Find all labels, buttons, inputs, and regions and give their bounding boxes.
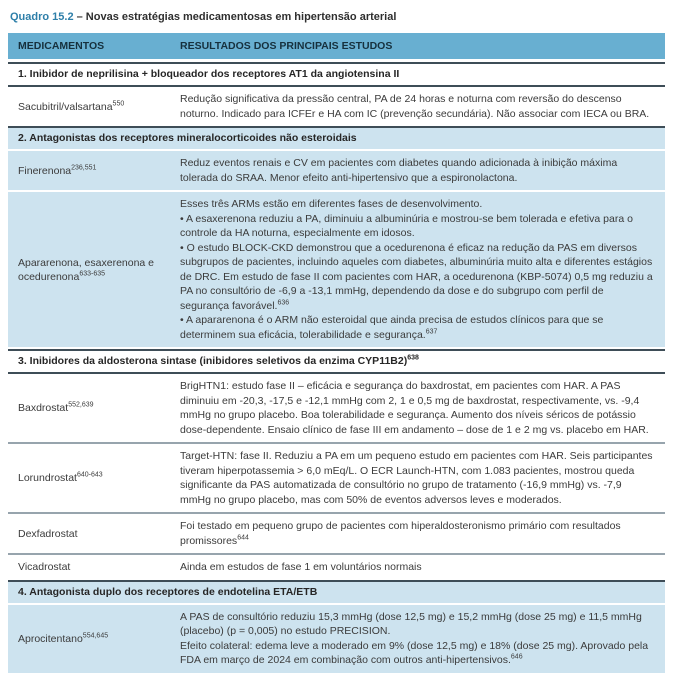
drug-name-cell — [8, 444, 180, 512]
drug-name — [18, 471, 103, 485]
section-heading-text: 1. Inibidor de neprilisina + bloqueador dos receptores AT1 da angiotensina II — [18, 68, 400, 80]
reference-superscript: 636 — [277, 299, 290, 306]
results-cell — [180, 87, 665, 126]
result-text: BrigHTN1: estudo fase II – eficácia e segurança do baxdrostat, em pacientes com HAR. A PAS diminuiu em -20,3, -17,5 e -12,1 mmHg com 2, 1 e 0,5 mg de baxdrostat, respectivamente, vs. -9,4 mmHg no grupo placebo. Boa tolerabilidade e segurança. Aumento dos níveis séricos de potássio dose-dependente. Ensaio clínico de fase III em andamento – dose de 1 e 2 mg vs. placebo em HAR. — [180, 380, 649, 436]
results-cell — [180, 151, 665, 190]
reference-superscript: 637 — [425, 328, 438, 335]
reference-superscript: 644 — [237, 534, 249, 541]
result-paragraph — [180, 519, 653, 548]
reference-superscript: 646 — [510, 653, 523, 661]
results-cell — [180, 444, 665, 512]
drug-name-text: Aprocitentano — [18, 632, 83, 645]
table-row-dexfadrostat — [8, 512, 665, 553]
drug-name-text: Lorundrostat — [18, 472, 77, 484]
reference-superscript: 638 — [407, 354, 419, 362]
result-paragraph — [180, 639, 653, 668]
table-caption — [8, 8, 665, 33]
table-row-sacubitril — [8, 87, 665, 126]
drug-name-cell — [8, 555, 180, 580]
drug-name-cell — [8, 514, 180, 553]
result-paragraph — [180, 241, 653, 314]
drug-name — [18, 164, 96, 178]
result-text: Foi testado em pequeno grupo de pacientes com hiperaldosteronismo primário com resultados promissores — [180, 520, 621, 547]
results-cell — [180, 605, 665, 673]
reference-superscript: 640-643 — [76, 471, 103, 479]
drug-name-text: Dexfadrostat — [18, 527, 78, 540]
table-row-apararenona — [8, 192, 665, 347]
drug-name — [18, 401, 94, 415]
drug-name — [18, 632, 108, 646]
result-paragraph — [180, 92, 653, 121]
reference-superscript: 550 — [112, 100, 125, 107]
result-text: • A apararenona é o ARM não esteroidal que ainda precisa de estudos clínicos para que se determinem sua eficácia, tolerabilidade e segurança. — [180, 314, 604, 341]
result-text: • O estudo BLOCK-CKD demonstrou que a ocedurenona é eficaz na redução da PAS em diversos subgrupos de pacientes, incluindo aqueles com diabetes, albuminúria muito alta e diferentes estágios de DRC. Em estudo de fase II com pacientes com HAR, a ocedurenona (KBP-5074) 0,5 mg reduziu a PA no consultório de -6,9 a -13,1 mmHg, dependendo da dose e do subgrupo com perfil de segurança favorável. — [180, 241, 653, 312]
drug-name-text: Vicadrostat — [18, 561, 71, 574]
section-heading-mineralocorticoides — [8, 126, 665, 149]
drug-name-text: Apararenona, esaxerenona e ocedurenona — [18, 256, 155, 283]
result-paragraph — [180, 379, 653, 437]
drug-name-cell — [8, 605, 180, 673]
section-heading-neprilisina — [8, 62, 665, 87]
table-caption-text: – Novas estratégias medicamentosas em hipertensão arterial — [73, 11, 397, 23]
result-text: Reduz eventos renais e CV em pacientes com diabetes quando adicionada à inibição máxima tolerada do SRAA. Menor efeito anti-hipertensivo que a espironolactona. — [180, 157, 618, 184]
column-header-resultados: RESULTADOS DOS PRINCIPAIS ESTUDOS — [180, 40, 393, 52]
reference-superscript: 552,639 — [68, 401, 94, 409]
section-heading-text: 2. Antagonistas dos receptores mineralocorticoides não esteroidais — [18, 132, 357, 144]
column-header-medicamentos: MEDICAMENTOS — [18, 40, 105, 52]
result-text: • A esaxerenona reduziu a PA, diminuiu a albuminúria e mostrou-se bem tolerada e efetiva para o controle da HA noturna, especialmente em idosos. — [180, 212, 633, 239]
drug-name — [18, 527, 78, 541]
drug-name-text: Baxdrostat — [18, 402, 69, 414]
result-paragraph — [180, 212, 653, 241]
result-paragraph — [180, 156, 653, 185]
result-text: Redução significativa da pressão central, PA de 24 horas e noturna com reversão do descenso noturno. Indicado para ICFEr e HA com IC (prevenção secundária). Não associar com IECA ou BRA. — [180, 93, 650, 120]
table-caption-number: Quadro 15.2 — [10, 11, 74, 23]
table-header-row — [8, 33, 665, 59]
result-paragraph — [180, 560, 653, 575]
section-heading-aldosterona-sintase — [8, 349, 665, 374]
result-text: Efeito colateral: edema leve a moderado em 9% (dose 12,5 mg) e 18% (dose 25 mg). Aprovado pela FDA em março de 2024 em combinação com outros anti-hipertensivos. — [180, 639, 649, 666]
results-cell — [180, 192, 665, 347]
drug-name — [18, 100, 124, 114]
drug-name-cell — [8, 192, 180, 347]
table-row-lorundrostat — [8, 442, 665, 512]
result-paragraph — [180, 449, 653, 507]
reference-superscript: 236,551 — [71, 164, 97, 171]
result-text: A PAS de consultório reduziu 15,3 mmHg (dose 12,5 mg) e 15,2 mmHg (dose 25 mg) e 11,5 mmHg (placebo) (p = 0,005) no estudo PRECISION. — [180, 610, 642, 637]
result-text: Esses três ARMs estão em diferentes fases de desenvolvimento. — [180, 198, 483, 210]
drug-name — [18, 560, 70, 574]
section-heading-text: 4. Antagonista duplo dos receptores de endotelina ETA/ETB — [18, 585, 318, 598]
section-heading-endotelina — [8, 580, 665, 603]
drug-name-cell — [8, 374, 180, 442]
result-text: Ainda em estudos de fase 1 em voluntários normais — [180, 561, 422, 573]
section-heading-text: 3. Inibidores da aldosterona sintase (inibidores seletivos da enzima CYP11B2) — [18, 355, 408, 367]
drug-strategies-table — [8, 33, 665, 673]
drug-name-text: Sacubitril/valsartana — [18, 100, 113, 113]
result-paragraph — [180, 313, 653, 342]
drug-name-cell — [8, 87, 180, 126]
table-row-vicadrostat — [8, 553, 665, 580]
reference-superscript: 633-635 — [79, 270, 106, 277]
table-row-baxdrostat — [8, 374, 665, 442]
table-row-aprocitentano — [8, 605, 665, 673]
table-row-finerenona — [8, 151, 665, 190]
reference-superscript: 554,645 — [82, 632, 109, 639]
drug-name — [18, 256, 174, 284]
drug-name-cell — [8, 151, 180, 190]
result-text: Target-HTN: fase II. Reduziu a PA em um pequeno estudo em pacientes com HAR. Seis participantes tiveram hiperpotassemia > 6,0 mEq/L. O ECR Launch-HTN, com 1.083 pacientes, mostrou queda significante da PAS automatizada de consultório no grupo de tratamento (-16,9 mmHg) vs. -7,9 mmHg no grupo placebo, mas com 50% de eventos adversos leves e moderados. — [180, 450, 653, 506]
result-paragraph — [180, 197, 653, 212]
results-cell — [180, 514, 665, 553]
result-paragraph — [180, 610, 653, 639]
drug-name-text: Finerenona — [18, 164, 72, 177]
results-cell — [180, 374, 665, 442]
results-cell — [180, 555, 665, 580]
